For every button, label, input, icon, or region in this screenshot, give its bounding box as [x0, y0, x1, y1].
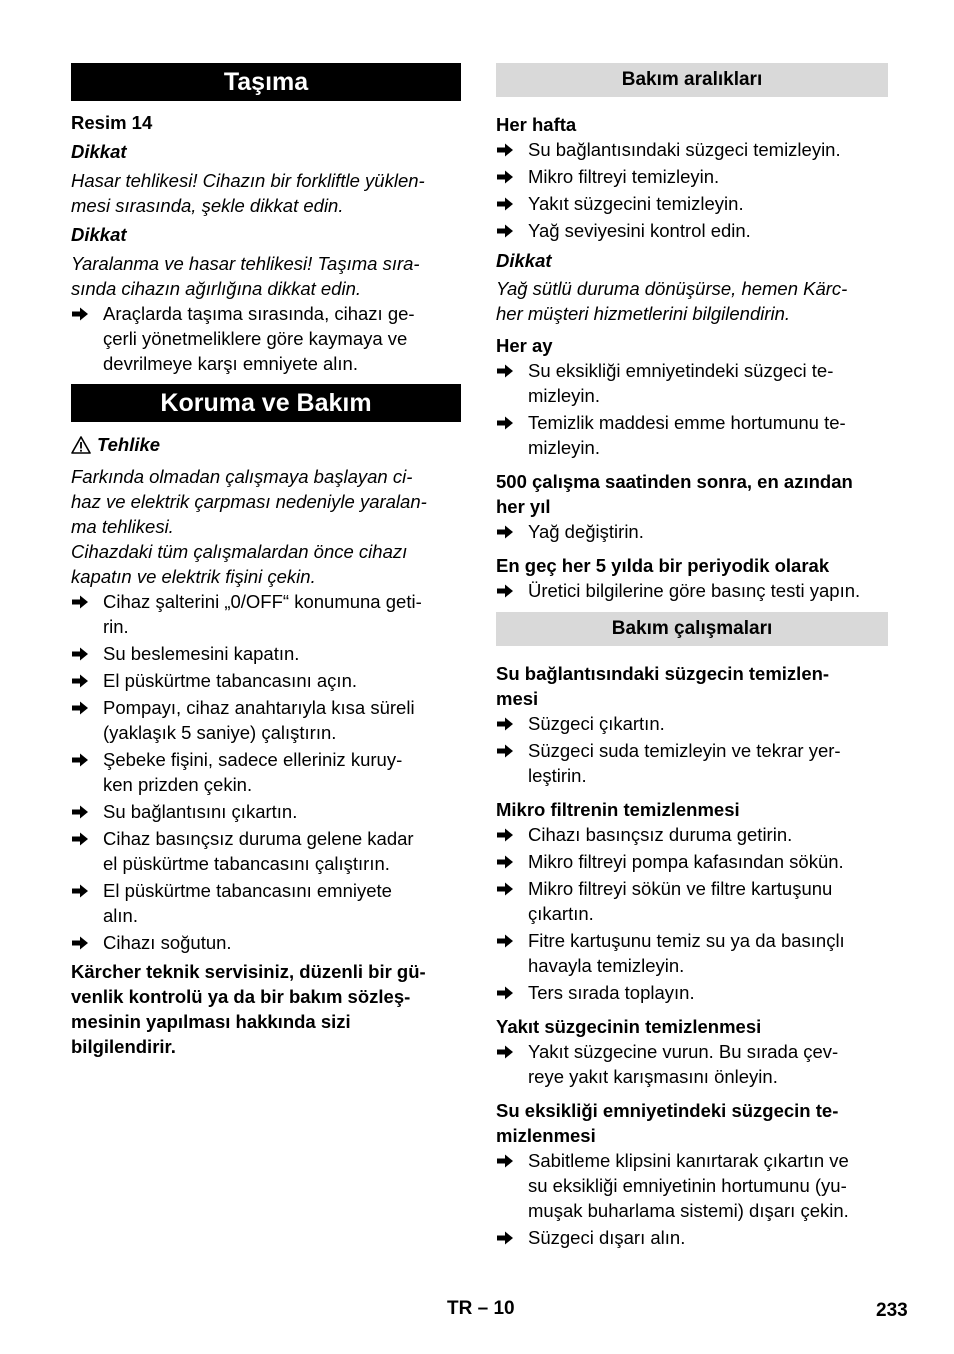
list-item: Fitre kartuşunu temiz su ya da basınçlı havayla temizleyin. [496, 928, 888, 978]
list-item: Süzgeci dışarı alın. [496, 1225, 888, 1250]
list-item: Pompayı, cihaz anahtarıyla kısa süreli (yaklaşık 5 saniye) çalıştırın. [71, 695, 461, 745]
danger-text: Farkında olmadan çalışmaya başlayan ci- haz ve elektrik çarpması nedeniyle yaralan- ma tehlikesi. Cihazdaki tüm çalışmalardan önce cihazı kapatın ve elektrik fişini çekin. [71, 466, 427, 587]
heading-intervals: Bakım aralıkları [496, 63, 888, 97]
fuel-filter-bullet-list [496, 1039, 888, 1089]
list-item: Ters sırada toplayın. [496, 980, 888, 1005]
list-item: Temizlik maddesi emme hortumunu te- mizleyin. [496, 410, 888, 460]
list-item: Cihazı soğutun. [71, 930, 461, 955]
fuel-filter-title: Yakıt süzgecinin temizlenmesi [496, 1016, 762, 1037]
caution-text-2: Yaralanma ve hasar tehlikesi! Taşıma sıra- sında cihazın ağırlığına dikkat edin. [71, 253, 420, 299]
heading-transport: Taşıma [71, 63, 461, 101]
page-number: 233 [876, 1300, 908, 1321]
list-item: Su bağlantısını çıkartın. [71, 799, 461, 824]
arrow-right-icon [496, 711, 528, 736]
figure-ref: Resim 14 [71, 112, 153, 133]
arrow-right-icon [496, 519, 528, 544]
micro-filter-bullet-list [496, 822, 888, 1005]
arrow-right-icon [71, 878, 103, 903]
list-item: Yakıt süzgecine vurun. Bu sırada çev- reye yakıt karışmasını önleyin. [496, 1039, 888, 1089]
arrow-right-icon [496, 1039, 528, 1064]
heading-care: Koruma ve Bakım [71, 384, 461, 422]
arrow-right-icon [71, 799, 103, 824]
arrow-right-icon [71, 641, 103, 666]
warning-triangle-icon [71, 435, 91, 460]
service-note: Kärcher teknik servisiniz, düzenli bir gü- venlik kontrolü ya da bir bakım sözleş- mesinin yapılması hakkında sizi bilgilendirir. [71, 961, 426, 1057]
arrow-right-icon [496, 849, 528, 874]
arrow-right-icon [496, 410, 528, 435]
list-item: Süzgeci suda temizleyin ve tekrar yer- leştirin. [496, 738, 888, 788]
arrow-right-icon [496, 578, 528, 603]
left-column [71, 63, 461, 1059]
weekly-bullet-list [496, 137, 888, 243]
heading-maintenance-work: Bakım çalışmaları [496, 612, 888, 646]
years5-bullet-list [496, 578, 888, 603]
arrow-right-icon [496, 980, 528, 1005]
arrow-right-icon [496, 876, 528, 901]
arrow-right-icon [496, 822, 528, 847]
monthly-title: Her ay [496, 335, 553, 356]
hours500-title: 500 çalışma saatinden sonra, en azından her yıl [496, 471, 853, 517]
caution-text-1: Hasar tehlikesi! Cihazın bir forkliftle yüklen- mesi sırasında, şekle dikkat edin. [71, 170, 425, 216]
arrow-right-icon [71, 589, 103, 614]
list-item: Mikro filtreyi temizleyin. [496, 164, 888, 189]
right-column [496, 63, 888, 1250]
shortage-filter-bullet-list [496, 1148, 888, 1250]
arrow-right-icon [496, 218, 528, 243]
arrow-right-icon [71, 695, 103, 720]
list-item: El püskürtme tabancasını açın. [71, 668, 461, 693]
shortage-filter-title: Su eksikliği emniyetindeki süzgecin te- mizlenmesi [496, 1100, 839, 1146]
years5-title: En geç her 5 yılda bir periyodik olarak [496, 555, 830, 576]
list-item: Araçlarda taşıma sırasında, cihazı ge- çerli yönetmeliklere göre kaymaya ve devrilmeye karşı emniyete alın. [71, 301, 461, 376]
footer-section: TR – 10 [447, 1298, 515, 1319]
arrow-right-icon [496, 137, 528, 162]
arrow-right-icon [71, 747, 103, 772]
list-item: Cihaz şalterini „0/OFF“ konumuna geti- rin. [71, 589, 461, 639]
weekly-title: Her hafta [496, 114, 577, 135]
list-item: Yakıt süzgecini temizleyin. [496, 191, 888, 216]
list-item: Süzgeci çıkartın. [496, 711, 888, 736]
care-bullet-list [71, 589, 461, 955]
arrow-right-icon [496, 191, 528, 216]
hours500-bullet-list [496, 519, 888, 544]
list-item: Mikro filtreyi pompa kafasından sökün. [496, 849, 888, 874]
arrow-right-icon [71, 301, 103, 326]
list-item: Su eksikliği emniyetindeki süzgeci te- mizleyin. [496, 358, 888, 408]
caution-text-3: Yağ sütlü duruma dönüşürse, hemen Kärc- her müşteri hizmetlerini bilgilendirin. [496, 278, 848, 324]
arrow-right-icon [71, 930, 103, 955]
list-item: Su bağlantısındaki süzgeci temizleyin. [496, 137, 888, 162]
water-filter-title: Su bağlantısındaki süzgecin temizlen- mesi [496, 663, 830, 709]
list-item: El püskürtme tabancasını emniyete alın. [71, 878, 461, 928]
list-item: Üretici bilgilerine göre basınç testi yapın. [496, 578, 888, 603]
list-item: Cihazı basınçsız duruma getirin. [496, 822, 888, 847]
list-item: Mikro filtreyi sökün ve filtre kartuşunu çıkartın. [496, 876, 888, 926]
list-item: Sabitleme klipsini kanırtarak çıkartın ve su eksikliği emniyetinin hortumunu (yu- muşak buharlama sistemi) dışarı çekin. [496, 1148, 888, 1223]
monthly-bullet-list [496, 358, 888, 460]
arrow-right-icon [496, 1148, 528, 1173]
list-item: Yağ seviyesini kontrol edin. [496, 218, 888, 243]
arrow-right-icon [71, 668, 103, 693]
arrow-right-icon [496, 358, 528, 383]
list-item: Şebeke fişini, sadece elleriniz kuruy- ken prizden çekin. [71, 747, 461, 797]
caution-label-1: Dikkat [71, 141, 127, 162]
arrow-right-icon [496, 738, 528, 763]
arrow-right-icon [71, 826, 103, 851]
list-item: Yağ değiştirin. [496, 519, 888, 544]
danger-label: Tehlike [71, 432, 461, 460]
arrow-right-icon [496, 928, 528, 953]
list-item: Su beslemesini kapatın. [71, 641, 461, 666]
water-filter-bullet-list [496, 711, 888, 788]
caution-label-3: Dikkat [496, 250, 552, 271]
arrow-right-icon [496, 1225, 528, 1250]
arrow-right-icon [496, 164, 528, 189]
micro-filter-title: Mikro filtrenin temizlenmesi [496, 799, 740, 820]
caution-label-2: Dikkat [71, 224, 127, 245]
list-item: Cihaz basınçsız duruma gelene kadar el püskürtme tabancasını çalıştırın. [71, 826, 461, 876]
